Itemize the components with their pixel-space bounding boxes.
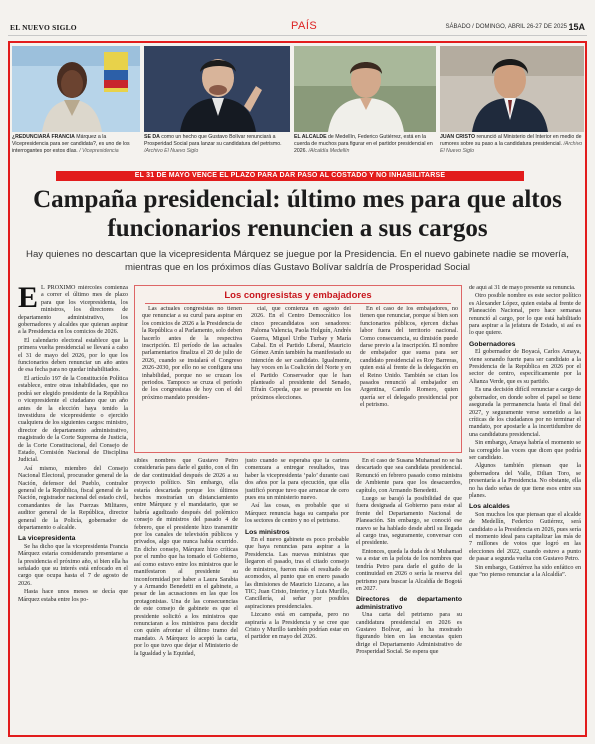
photo-caption-bolivar: SE DA como un hecho que Gustavo Bolívar renunciará a Prosperidad Social para lanzar su candidatura del petrismo. /Archivo El Nuevo Siglo — [144, 134, 282, 154]
photo-gustavo-bolivar — [144, 46, 290, 132]
photo-caption-gutierrez: EL ALCALDE de Medellín, Federico Gutiérrez, está en la cuerda de muchos para figurar en el partidor presidencial en 2026. /Alcaldía Medellín — [294, 134, 433, 154]
photo-caption-francia: ¿REDUNCIARÁ FRANCIA Márquez a la Vicepresidencia para ser candidata?, es uno de los interrogantes por estos días. / Vicepresidencia — [12, 134, 130, 154]
section-title: PAÍS — [291, 20, 318, 32]
photo-block-cristo — [440, 46, 584, 166]
person-portrait-icon — [440, 46, 584, 132]
subheading-gobernadores: Gobernadores — [469, 340, 516, 348]
sidebar-column-3: En el caso de los embajadores, no tienen que renunciar, porque sí bien son funcionarios públicos, ejercen dichas labor fuera del territorio nacional. Como consecuencia, su dimisión puede darse previo a la inscripción. El nombre de embajador que suena para ser candidato presidencial es Roy Barreras, quien está al frente de la delegación en el Reino Unido. También se citan los pasados renunció al embajador en Argentina, Camilo Romero, quien quería ser el delegado presidencial por el petrismo. — [360, 306, 458, 409]
subheading-alcaldes: Los alcaldes — [469, 503, 510, 511]
photo-strip — [12, 46, 584, 166]
subheading-vicepresidenta: La vicepresidenta — [18, 535, 76, 543]
photo-block-bolivar — [144, 46, 290, 166]
subheading-directores: Directores de departamento administrativo — [356, 596, 462, 611]
newspaper-name: EL NUEVO SIGLO — [10, 23, 77, 32]
column-5: de aquí al 31 de mayo presente su renuncia. Otro posible nombre es este sector político es Alexander López, quien estaba al frente de Planeación Nacional, pero hace semanas renunció al cargo, por lo que está habilitado para aspirar a la jefatura de Estado, si así es lo que quiere. Gobernadores El gobernador de Boyacá, Carlos Amaya, viene sonando fuerte para ser candidato a la Presidencia de la República en 2026 por el sector de centro, específicamente por la Alianza Verde, que es su partido. Es una decisión difícil renunciar a cargo de gobernador, en donde sobre el papel se tiene asegurada la permanencia hasta el final del 2027, y seguramente verse sometido a las críticas de los ciudadanos por no terminar el mandato, por apostarle a la incertidumbre de una candidatura presidencial. Sin embargo, Amaya habría el momento se ha corregido las voces que dicen que podría ser candidato. Algunos también piensan que la gobernadora del Valle, Dilian Toro, se presentaría a la Presidencia. No obstante, ella no ha dado señas de que tiene esos entre sus planes. Los alcaldes Son muchos los que piensan que el alcalde de Medellín, Federico Gutiérrez, será candidato a la Presidencia en 2026, pues sería el momento ideal para capitalizar las más de 7 millones de votos que logró en las elecciones del 2022, cuando estuvo a punto de pasar a segunda vuelta con Gustavo Petro. Sin embargo, Gutiérrez ha sido enfático en que “no pienso renunciar a la Alcaldía”. — [469, 285, 581, 579]
photo-block-francia — [12, 46, 140, 166]
sidebar-box-title: Los congresistas y embajadores — [224, 290, 372, 301]
photo-federico-gutierrez — [294, 46, 436, 132]
photo-juan-cristo — [440, 46, 584, 132]
kicker-banner: EL 31 DE MAYO VENCE EL PLAZO PARA DAR PASO AL COSTADO Y NO INHABILITARSE — [56, 171, 524, 181]
photo-block-gutierrez — [294, 46, 436, 166]
column-1: E L PRÓXIMO miércoles comienza a correr el último mes de plazo para que los vicepresidenta, los ministros, los directores de departamento administrativo, los gobernadores y alcaldes que quieran aspirar a la Presidencia en los comicios de 2026. El calendario electoral establece que la primera vuelta presidencial se llevará a cabo el 31 de mayo del 2026, por lo que los funcionarios deben renunciar un año antes de esa fecha para no quedar inhabilitados. El artículo 197 de la Constitución Política establece, entre otras inhabilidades, que no podrá ser elegido presidente de la República o vicepresidente el ciudadano que un año antes de la elección haya tenido la investidura de vicepresidente o ejercido cualquiera de los siguientes cargos: ministro, director de departamento administrativo, magistrado de la Corte Suprema de Justicia, de la Corte Constitucional, del Consejo de Estado, Comisión Nacional de Disciplina Judicial. Así mismo, miembro del Consejo Nacional Electoral, procurador general de la Nación, defensor del Pueblo, contralor general de la República, fiscal general de la Nación, registrador nacional del estado civil, comandantes de las Fuerzas Militares, auditor general de la República, director general de la Policía, gobernador de departamento o alcalde. La vicepresidenta Se ha dicho que la vicepresidenta Francia Márquez estaría considerando presentarse a la presidencia el próximo año, si bien ella ha señalado que su interés está enfocado en el cargo que ocupa hasta el 7 de agosto de 2026. Hasta hace unos meses se decía que Márquez estaba entre los po- — [18, 285, 128, 603]
person-portrait-icon — [294, 46, 436, 132]
page-header — [8, 22, 587, 36]
issue-date: SÁBADO / DOMINGO, ABRIL 26-27 DE 2025 — [445, 24, 567, 30]
drop-cap: E — [18, 285, 39, 314]
column-4: En el caso de Susana Muhamad no se ha descartado que sea candidata presidencial. Renunció en febrero pasado como ministra de Ambiente para que los desacuerdos, capítulo, con Armando Benedetti. Luego se barajó la posibilidad de que fuera designada al Gobierno para estar al frente del Departamento Nacional de Planeación. Sin embargo, se conoció ese nuevo se ha hablado desde abril su llegada al cargo tras, seguramente, conversar con el presidente. Entonces, queda la duda de si Muhamad va a estar en la pelota de los nombres que tendría Petro para darle el guiño de la continuidad en 2026 o sería la reserva del petrismo para buscar la Alcaldía de Bogotá en 2027. Directores de departamento administrativo Una carta del petrismo para su candidatura presidencial en 2026 es Gustavo Bolívar, así lo ha mostrado figurando bien en las encuestas quien dirige el Departamento Administrativo de Prosperidad Social. Se espera que — [356, 458, 462, 656]
column-2: sibles nombres que Gustavo Petro consideraría para darle el guiño, con el fin de dar continuidad después de 2026 a su proyecto político. Sin embargo, ella estaría descartada porque los últimos hechos mostrarían un distanciamiento entre Márquez y el mandatario, que se habría agudizado después del polémico consejo de ministros del pasado 4 de febrero, que el presidente hizo transmitir por los canales de televisión públicos y privados, algo que nunca había ocurrido. En dicho consejo, Márquez hizo críticas por el rumbo que ha tomado el Gobierno, así como estuvo entre los ministros que le manifestaron al presidente su inconformidad por haber a Laura Sarabia y a Armando Benedetti en el gabinete, a pesar de las acusaciones en las que los protagonistas. Una de las consecuencias de este consejo de gabinete es que el presidente solicitó a los ministros que renunciaran a los ministros para decidir con quién afrontar el último tramo del mandato. A Márquez lo aceptó la carta, por lo que tuvo que dejar el Ministerio de la Igualdad y la Equidad, — [134, 458, 238, 657]
person-portrait-icon — [144, 46, 290, 132]
page-number: 15A — [568, 22, 585, 32]
sidebar-column-2: cial, que comienza en agosto del 2026. En el Centro Democrático los cinco precandidatos son senadores: Paloma Valencia, Paola Holguín, Andrés Guerra, Miguel Uribe Turbay y María Cabal. En el Partido Liberal, Mauricio Gómez Amín también ha manifestado su intención de ser candidato. Igualmente, hay voces en la Coalición del Norte y en el Partido Conservador que le han planteado al presidente del Senado, Efraín Cepeda, que se presente en los próximos elecciones. — [251, 306, 351, 401]
article-headline: Campaña presidencial: último mes para que altos funcionarios renuncien a sus cargos — [33, 186, 562, 242]
photo-francia-marquez — [12, 46, 140, 132]
sidebar-column-1: Las actuales congresistas no tienen que renunciar a su curul para aspirar en los comicios de 2026 a la Presidencia de la República o al Parlamento, solo deben hacerlo antes de la respectiva inscripción. El período de las actuales parlamentarios finaliza el 20 de julio de 2026, cuando se instalará el Congreso 2026-2030, por ello no se configura una inhabilidad, porque no se cruzan los periodos. Tampoco se cruza el período de los congresistas de hoy con el del próximo mandato presiden- — [142, 306, 242, 401]
sidebar-box-divider — [145, 303, 451, 304]
subheading-ministros: Los ministros — [245, 528, 290, 536]
column-3: justo cuando se esperaba que la cartera comenzara a entregar resultados, tras haber la vicepresidenta ‘palo’ durante casi dos años por la para ejecución, que ella justificó porque tuvo que arrancar de cero pues era un ministerio nuevo. Así las cosas, es probable que si Márquez renuncia haga su campaña por los sectores de centro y no el petrismo. Los ministros En el nuevo gabinete es poco probable que haya renuncias para aspirar a la Presidencia. Las nuevas ministras que llegaron el pasado, tras el citado consejo de ministros, fueron más el resultado de acomodos, al punto que en enero pasado las dimisiones de Mauricio Lizcano, a las TIC; Juan Cristo, Interior, y Luis Murillo, Cancillería, al señar por posibles aspiraciones presidenciales. Lizcano está en campaña, pero no aspiraría a la Presidencia y se cree que Cristo y Murillo también podrían estar en el partidor en mayo del 2026. — [245, 458, 349, 641]
person-portrait-icon — [12, 46, 140, 132]
photo-caption-cristo: JUAN CRISTO renunció al Ministerio del Interior en medio de rumores sobre su paso a la candidatura presidencial. /Archivo El Nuevo Siglo — [440, 134, 583, 154]
article-subheadline: Hay quienes no descartan que la vicepresidenta Márquez se juegue por la Presidencia. En el nuevo gabinete nadie se movería, mientras que en los próximos días Gustavo Bolívar saldría de Prosperidad Social — [26, 249, 569, 273]
